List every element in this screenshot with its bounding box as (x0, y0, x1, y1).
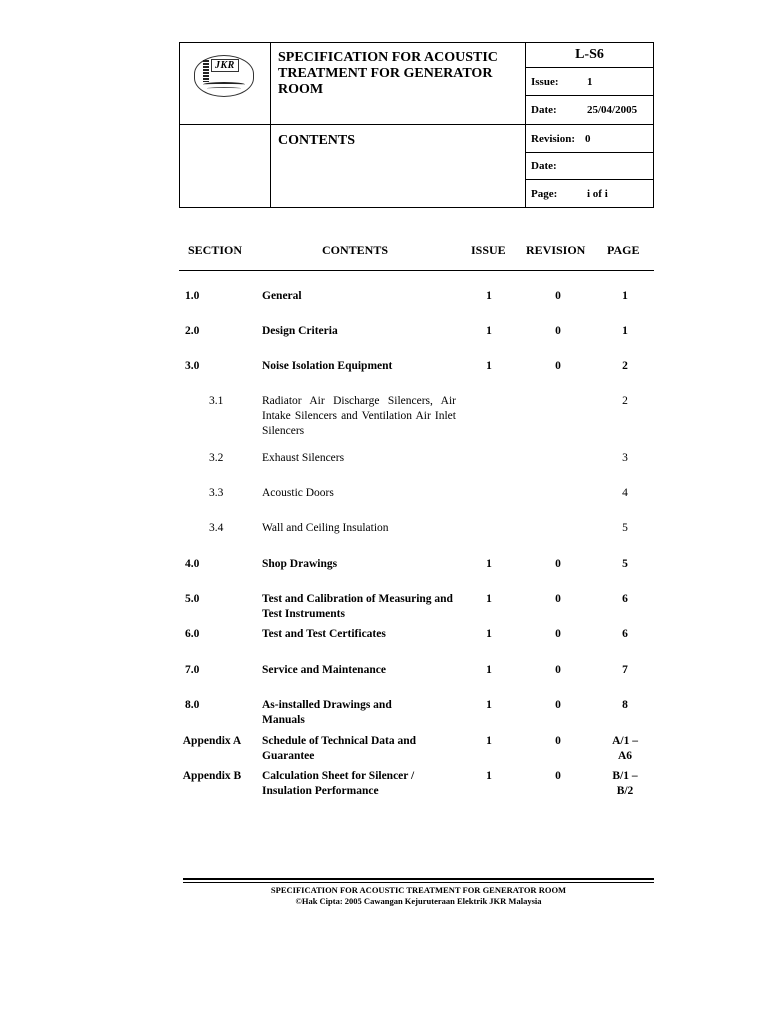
row-revision: 0 (555, 628, 561, 640)
logo-cell (180, 43, 271, 125)
row-contents: Service and Maintenance (262, 664, 386, 676)
column-header-section: SECTION (188, 243, 243, 257)
section-title: CONTENTS (271, 125, 526, 208)
document-title: SPECIFICATION FOR ACOUSTIC TREATMENT FOR GENERATOR ROOM (271, 43, 526, 125)
row-issue: 1 (486, 699, 492, 711)
date-field (526, 96, 654, 125)
row-issue: 1 (486, 628, 492, 640)
logo-text: JKR (211, 59, 239, 72)
footer-rule (183, 878, 654, 880)
row-section: 3.4 (209, 522, 224, 534)
row-page: A/1 – A6 (612, 735, 638, 762)
row-contents: Exhaust Silencers (262, 452, 345, 464)
date-value: 25/04/2005 (587, 104, 638, 116)
row-section: 3.0 (185, 360, 200, 372)
row-section: 8.0 (185, 699, 200, 711)
page-label: Page: (531, 187, 558, 200)
jkr-logo (194, 55, 254, 97)
row-contents: Acoustic Doors (262, 487, 334, 499)
revision-label: Revision: (531, 132, 575, 145)
row-contents: Test and Test Certificates (262, 628, 386, 640)
row-page: 5 (622, 558, 628, 570)
row-page: 5 (622, 522, 628, 534)
tower-icon (203, 60, 209, 82)
row-contents: As-installed Drawings and Manuals (262, 699, 392, 726)
row-page: 1 (622, 290, 628, 302)
row-revision: 0 (555, 664, 561, 676)
row-contents: Calculation Sheet for Silencer / Insulation Performance (262, 770, 415, 797)
row-section: 2.0 (185, 325, 200, 337)
date-label: Date: (531, 104, 557, 116)
page-value: i of i (587, 187, 608, 200)
column-header-revision: REVISION (526, 243, 586, 257)
column-header-page: PAGE (607, 243, 640, 257)
row-section: 6.0 (185, 628, 200, 640)
column-header-issue: ISSUE (471, 243, 506, 257)
column-header-contents: CONTENTS (322, 243, 389, 257)
row-issue: 1 (486, 593, 492, 605)
row-contents: Design Criteria (262, 325, 338, 337)
row-page: B/1 – B/2 (612, 770, 638, 797)
row-issue: 1 (486, 735, 492, 747)
row-section: 7.0 (185, 664, 200, 676)
row-section: Appendix B (182, 770, 242, 782)
row-page: 6 (622, 593, 628, 605)
row-revision: 0 (555, 558, 561, 570)
row-contents: Test and Calibration of Measuring and Test Instruments (262, 593, 453, 620)
row-contents: Schedule of Technical Data and Guarantee (262, 735, 416, 762)
row-section: 3.3 (209, 487, 224, 499)
row-issue: 1 (486, 558, 492, 570)
footer-title: SPECIFICATION FOR ACOUSTIC TREATMENT FOR GENERATOR ROOM (270, 885, 567, 895)
row-section: 1.0 (185, 290, 200, 302)
date2-label: Date: (531, 160, 557, 172)
row-section: 3.2 (209, 452, 224, 464)
row-page: 2 (622, 360, 628, 372)
row-revision: 0 (555, 290, 561, 302)
issue-label: Issue: (531, 75, 559, 88)
row-issue: 1 (486, 290, 492, 302)
footer-copyright: ©Hak Cipta: 2005 Cawangan Kejuruteraan Elektrik JKR Malaysia (295, 896, 542, 906)
revision-field (526, 125, 654, 153)
logo-cell-lower (180, 125, 271, 208)
row-section: Appendix A (182, 735, 242, 747)
row-contents: Shop Drawings (262, 558, 338, 570)
document-header (179, 42, 654, 208)
row-page: 7 (622, 664, 628, 676)
row-issue: 1 (486, 664, 492, 676)
row-section: 4.0 (185, 558, 200, 570)
row-section: 5.0 (185, 593, 200, 605)
row-contents: Radiator Air Discharge Silencers, Air Intake Silencers and Ventilation Air Inlet Silencers (262, 395, 456, 437)
row-revision: 0 (555, 699, 561, 711)
row-page: 6 (622, 628, 628, 640)
document-code: L-S6 (526, 43, 654, 68)
row-issue: 1 (486, 360, 492, 372)
row-page: 1 (622, 325, 628, 337)
revision-value: 0 (585, 132, 591, 145)
row-contents: General (262, 290, 302, 302)
row-page: 2 (622, 395, 628, 407)
row-page: 8 (622, 699, 628, 711)
row-revision: 0 (555, 770, 561, 782)
row-revision: 0 (555, 593, 561, 605)
wave-icon (207, 87, 241, 90)
date2-field (526, 153, 654, 180)
row-revision: 0 (555, 735, 561, 747)
footer-rule (183, 882, 654, 883)
page-field (526, 180, 654, 208)
row-contents: Wall and Ceiling Insulation (262, 522, 389, 534)
row-page: 4 (622, 487, 628, 499)
row-section: 3.1 (209, 395, 224, 407)
header-rule (179, 270, 654, 271)
row-page: 3 (622, 452, 628, 464)
row-revision: 0 (555, 360, 561, 372)
row-issue: 1 (486, 770, 492, 782)
row-revision: 0 (555, 325, 561, 337)
row-contents: Noise Isolation Equipment (262, 360, 393, 372)
issue-field (526, 68, 654, 96)
row-issue: 1 (486, 325, 492, 337)
issue-value: 1 (587, 75, 593, 88)
